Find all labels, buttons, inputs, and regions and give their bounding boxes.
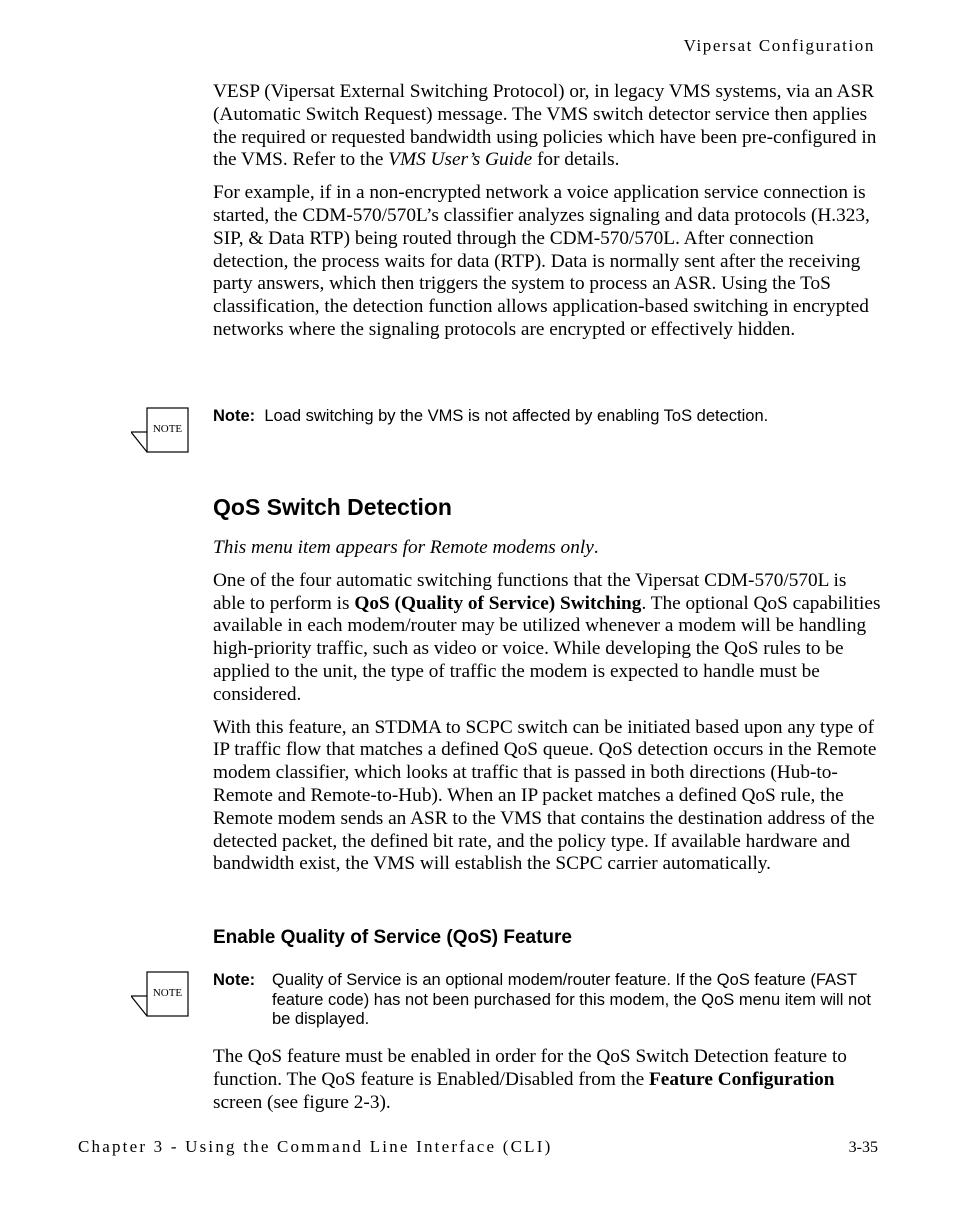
- intro-paragraph-2: For example, if in a non-encrypted network a voice application service connection is started, the CDM-570/570L’s classifier analyzes signaling and data protocols (H.323, SIP, & Data RTP) being routed through the CDM-570/570L. After connection detection, the process waits for data (RTP). Data is normally sent after the receiving party answers, which then triggers the system to process an ASR. Using the ToS classification, the detection function allows application-based switching in encrypted networks where the signaling protocols are encrypted or effectively hidden.: [213, 182, 870, 340]
- text-run: . The optional QoS capabilities available in each modem/router may be utilized whenever a modem will be handling high-priority traffic, such as video or voice. While developing the QoS rules to be applied to the unit, the type of traffic the modem is expected to handle must be considered.: [213, 592, 881, 705]
- text-run: .: [593, 537, 599, 558]
- text-run: for details.: [532, 149, 620, 171]
- subsection-heading: Enable Quality of Service (QoS) Feature: [213, 927, 572, 948]
- text-run: screen (see figure 2-3).: [213, 1091, 391, 1113]
- subsection: [213, 927, 881, 949]
- section: [213, 494, 881, 876]
- page-number: 3-35: [848, 1139, 878, 1156]
- italic-text: This menu item appears for Remote modems only: [213, 537, 594, 558]
- note-icon: [131, 407, 189, 453]
- note-text: Quality of Service is an optional modem/router feature. If the QoS feature (FAST feature code) has not been purchased for this modem, the QoS menu item will not be displayed.: [272, 971, 871, 1028]
- bold-term: QoS (Quality of Service) Switching: [354, 592, 642, 614]
- text-run: VESP (Vipersat External Switching Protocol) or, in legacy VMS systems, via an ASR (Automatic Switch Request) message. The VMS switch detector service then applies the required or requested bandwidth using policies which have been pre-configured in the VMS. Refer to the: [213, 81, 877, 171]
- note-text: Load switching by the VMS is not affected by enabling ToS detection.: [264, 407, 769, 425]
- section-heading: QoS Switch Detection: [213, 494, 452, 520]
- section-paragraph-2: With this feature, an STDMA to SCPC switch can be initiated based upon any type of IP traffic flow that matches a defined QoS queue. QoS detection occurs in the Remote modem classifier, which looks at traffic that is passed in both directions (Hub-to-Remote and Remote-to-Hub). When an IP packet matches a defined QoS rule, the Remote modem sends an ASR to the VMS that contains the destination address of the detected packet, the defined bit rate, and the policy type. If available hardware and bandwidth exist, the VMS will establish the SCPC carrier automatically.: [213, 716, 877, 875]
- italic-note: [213, 537, 881, 560]
- guide-title: VMS User’s Guide: [388, 149, 533, 171]
- subsection-body: [213, 1046, 881, 1114]
- note-1: [213, 407, 881, 427]
- text-run: One of the four automatic switching functions that the Vipersat CDM-570/570L is able to perform is: [213, 569, 847, 614]
- note-label: Note:: [213, 407, 256, 425]
- subsection-paragraph-1: [213, 1046, 881, 1114]
- section-paragraph-1: [213, 570, 881, 707]
- running-header: Vipersat Configuration: [683, 36, 875, 55]
- note-label: Note:: [213, 971, 256, 989]
- bold-term: Feature Configuration: [649, 1068, 835, 1090]
- footer-chapter: Chapter 3 - Using the Command Line Interface (CLI): [78, 1137, 553, 1156]
- text-run: The QoS feature must be enabled in order for the QoS Switch Detection feature to function. The QoS feature is Enabled/Disabled from the: [213, 1046, 847, 1090]
- note-icon-label: NOTE: [152, 987, 183, 999]
- intro-paragraph-1: [213, 81, 881, 172]
- note-2: [213, 971, 873, 1030]
- note-icon-label: NOTE: [152, 423, 183, 435]
- note-icon: [131, 971, 189, 1017]
- intro-text: [213, 81, 881, 342]
